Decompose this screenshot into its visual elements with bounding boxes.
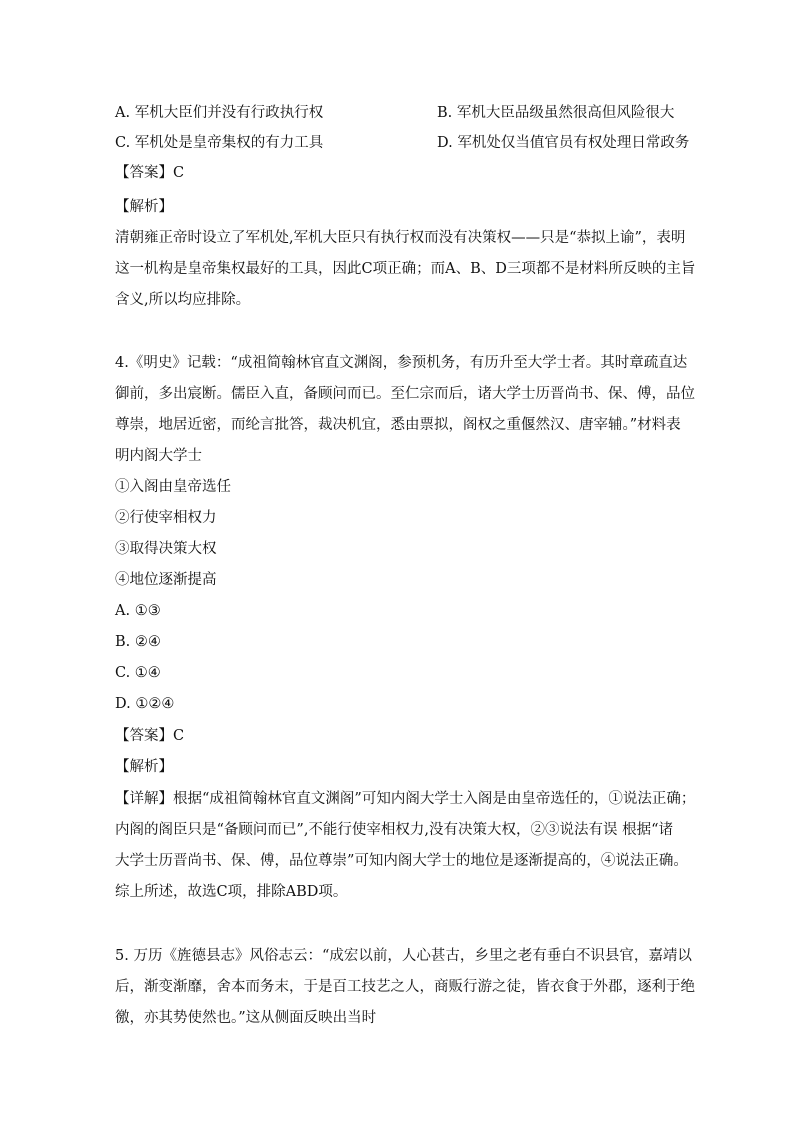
q4-option-b: B. ②④ — [115, 634, 161, 650]
q5-stem-line-3: 徼，亦其势使然也。”这从侧面反映出当时 — [115, 1010, 377, 1026]
q3-option-b: B. 军机大臣品级虽然很高但风险很大 — [437, 105, 675, 121]
q3-analysis-line-1: 清朝雍正帝时设立了军机处,军机大臣只有执行权而没有决策权——只是“恭拟上谕”，表明 — [115, 230, 686, 246]
q3-analysis-heading: 【解析】 — [115, 199, 173, 215]
q4-answer: 【答案】C — [115, 728, 185, 744]
q5-stem-line-2: 后，渐变渐靡，舍本而务末，于是百工技艺之人，商贩行游之徒，皆衣食于外郡，逐利于绝 — [115, 979, 695, 995]
q4-statement-2: ②行使宰相权力 — [115, 510, 217, 526]
q3-option-a: A. 军机大臣们并没有行政执行权 — [115, 105, 324, 121]
q3-answer: 【答案】C — [115, 165, 185, 181]
q4-analysis-line-1: 【详解】根据“成祖简翰林官直文渊阁”可知内阁大学士入阁是由皇帝选任的，①说法正确； — [115, 791, 696, 807]
q4-stem-line-4: 明内阁大学士 — [115, 448, 202, 464]
q4-option-a: A. ①③ — [115, 603, 161, 619]
q3-analysis-line-2: 这一机构是皇帝集权最好的工具，因此C项正确；而A、B、D三项都不是材料所反映的主旨 — [115, 261, 696, 277]
q3-option-c: C. 军机处是皇帝集权的有力工具 — [115, 135, 324, 151]
q4-analysis-line-2: 内阁的阁臣只是“备顾问而已”,不能行使宰相权力,没有决策大权，②③说法有误 根据“诸 — [115, 822, 674, 838]
q4-analysis-line-4: 综上所述，故选C项，排除ABD项。 — [115, 884, 348, 900]
q3-analysis-line-3: 含义,所以均应排除。 — [115, 292, 251, 308]
q5-stem-line-1: 5. 万历《旌德县志》风俗志云：“成宏以前，人心甚古，乡里之老有垂白不识县官，嘉靖以 — [115, 948, 692, 964]
q3-option-d: D. 军机处仅当值官员有权处理日常政务 — [437, 135, 690, 151]
q4-statement-4: ④地位逐渐提高 — [115, 572, 217, 588]
q4-option-c: C. ①④ — [115, 665, 161, 681]
q4-analysis-heading: 【解析】 — [115, 759, 173, 775]
q4-analysis-line-3: 大学士历晋尚书、保、傅，品位尊崇”可知内阁大学士的地位是逐渐提高的，④说法正确。 — [115, 853, 688, 869]
q4-stem-line-1: 4.《明史》记载：“成祖简翰林官直文渊阁，参预机务，有历升至大学士者。其时章疏直达 — [115, 355, 688, 371]
q4-statement-3: ③取得决策大权 — [115, 541, 217, 557]
q4-option-d: D. ①②④ — [115, 696, 175, 712]
q4-stem-line-3: 尊崇，地居近密，而纶言批答，裁决机宜，悉由票拟，阁权之重偃然汉、唐宰辅。”材料表 — [115, 417, 681, 433]
q4-statement-1: ①入阁由皇帝选任 — [115, 479, 231, 495]
q4-stem-line-2: 御前，多出宸断。儒臣入直，备顾问而已。至仁宗而后，诸大学士历晋尚书、保、傅，品位 — [115, 386, 695, 402]
